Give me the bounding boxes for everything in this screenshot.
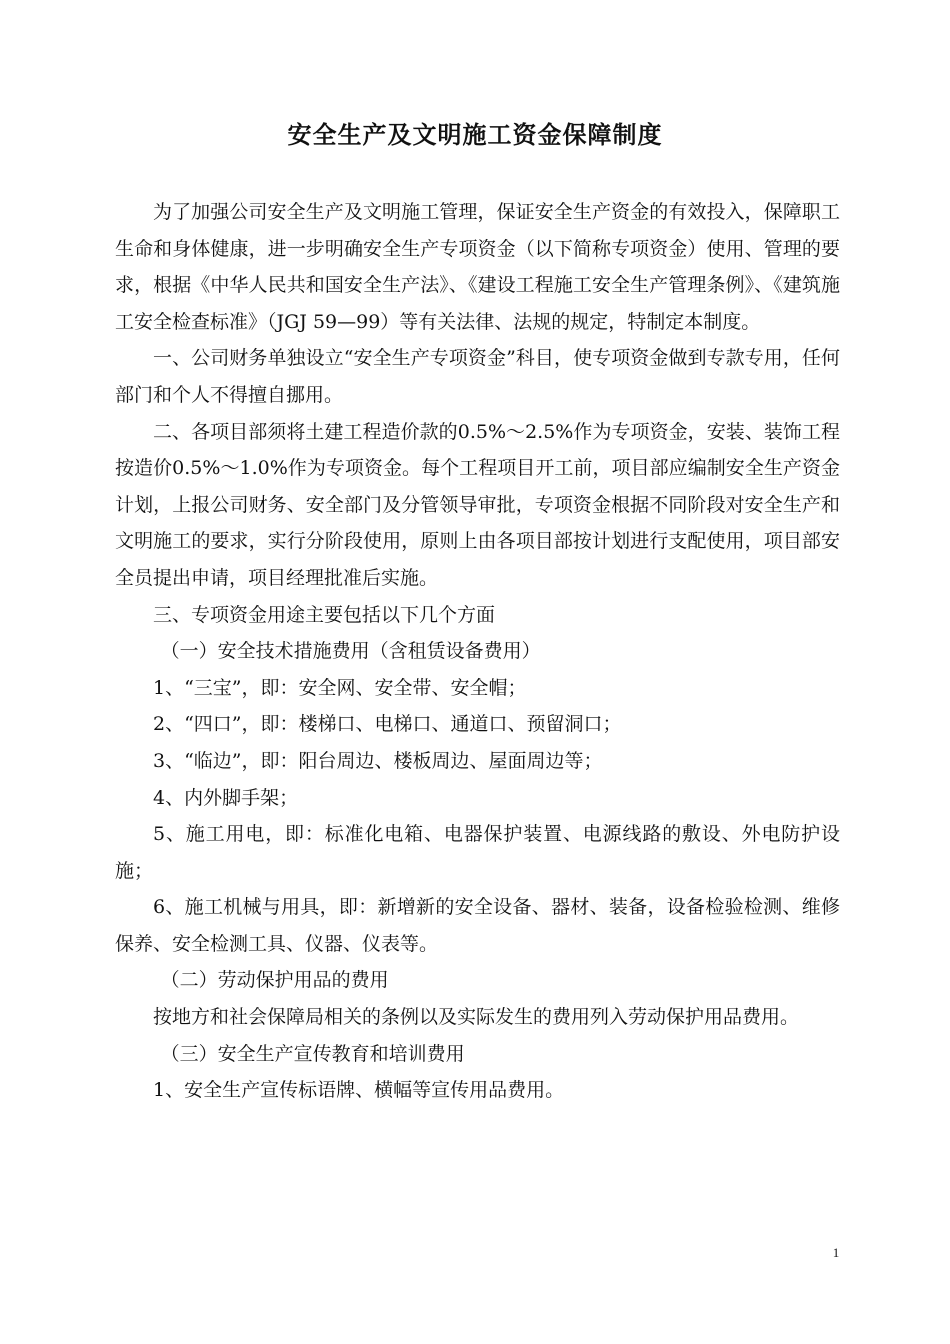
list-item-machinery: 6、施工机械与用具，即：新增新的安全设备、器材、装备，设备检验检测、维修保养、安全检测工具、仪器、仪表等。 xyxy=(115,896,840,955)
paragraph-protective-equipment: 按地方和社会保障局相关的条例以及实际发生的费用列入劳动保护用品费用。 xyxy=(153,1006,800,1029)
list-item-propaganda: 1、安全生产宣传标语牌、横幅等宣传用品费用。 xyxy=(153,1079,565,1102)
list-item-four-openings: 2、“四口”，即：楼梯口、电梯口、通道口、预留洞口； xyxy=(153,713,622,736)
paragraph-section-2: 二、各项目部须将土建工程造价款的0.5%～2.5%作为专项资金，安装、装饰工程按造价0.5%～1.0%作为专项资金。每个工程项目开工前，项目部应编制安全生产资金计划，上报公司财务、安全部门及分管领导审批，专项资金根据不同阶段对安全生产和文明施工的要求，实行分阶段使用，原则上由各项目部按计划进行支配使用，项目部安全员提出申请，项目经理批准后实施。 xyxy=(115,420,840,589)
paragraph-section-3: 三、专项资金用途主要包括以下几个方面 xyxy=(153,603,496,626)
list-item-scaffolding: 4、内外脚手架； xyxy=(153,786,299,809)
paragraph-intro: 为了加强公司安全生产及文明施工管理，保证安全生产资金的有效投入，保障职工生命和身体健康，进一步明确安全生产专项资金（以下简称专项资金）使用、管理的要求，根据《中华人民共和国安全生产法》、《建设工程施工安全生产管理条例》、《建筑施工安全检查标准》（JGJ 59—99）等有关法律、法规的规定，特制定本制度。 xyxy=(115,201,840,333)
subheading-protective-equipment: （二）劳动保护用品的费用 xyxy=(160,969,389,992)
subheading-safety-tech-costs: （一）安全技术措施费用（含租赁设备费用） xyxy=(160,640,541,663)
list-item-three-treasures: 1、“三宝”，即：安全网、安全带、安全帽； xyxy=(153,676,527,699)
page-number: 1 xyxy=(832,1245,840,1260)
subheading-education-training: （三）安全生产宣传教育和培训费用 xyxy=(160,1042,465,1065)
document-title: 安全生产及文明施工资金保障制度 xyxy=(287,120,663,149)
document-body xyxy=(115,194,840,1109)
list-item-construction-power: 5、施工用电，即：标准化电箱、电器保护装置、电源线路的敷设、外电防护设施； xyxy=(115,823,840,882)
paragraph-section-1: 一、公司财务单独设立“安全生产专项资金”科目，使专项资金做到专款专用，任何部门和个人不得擅自挪用。 xyxy=(115,347,840,406)
list-item-edges: 3、“临边”，即：阳台周边、楼板周边、屋面周边等； xyxy=(153,749,603,772)
